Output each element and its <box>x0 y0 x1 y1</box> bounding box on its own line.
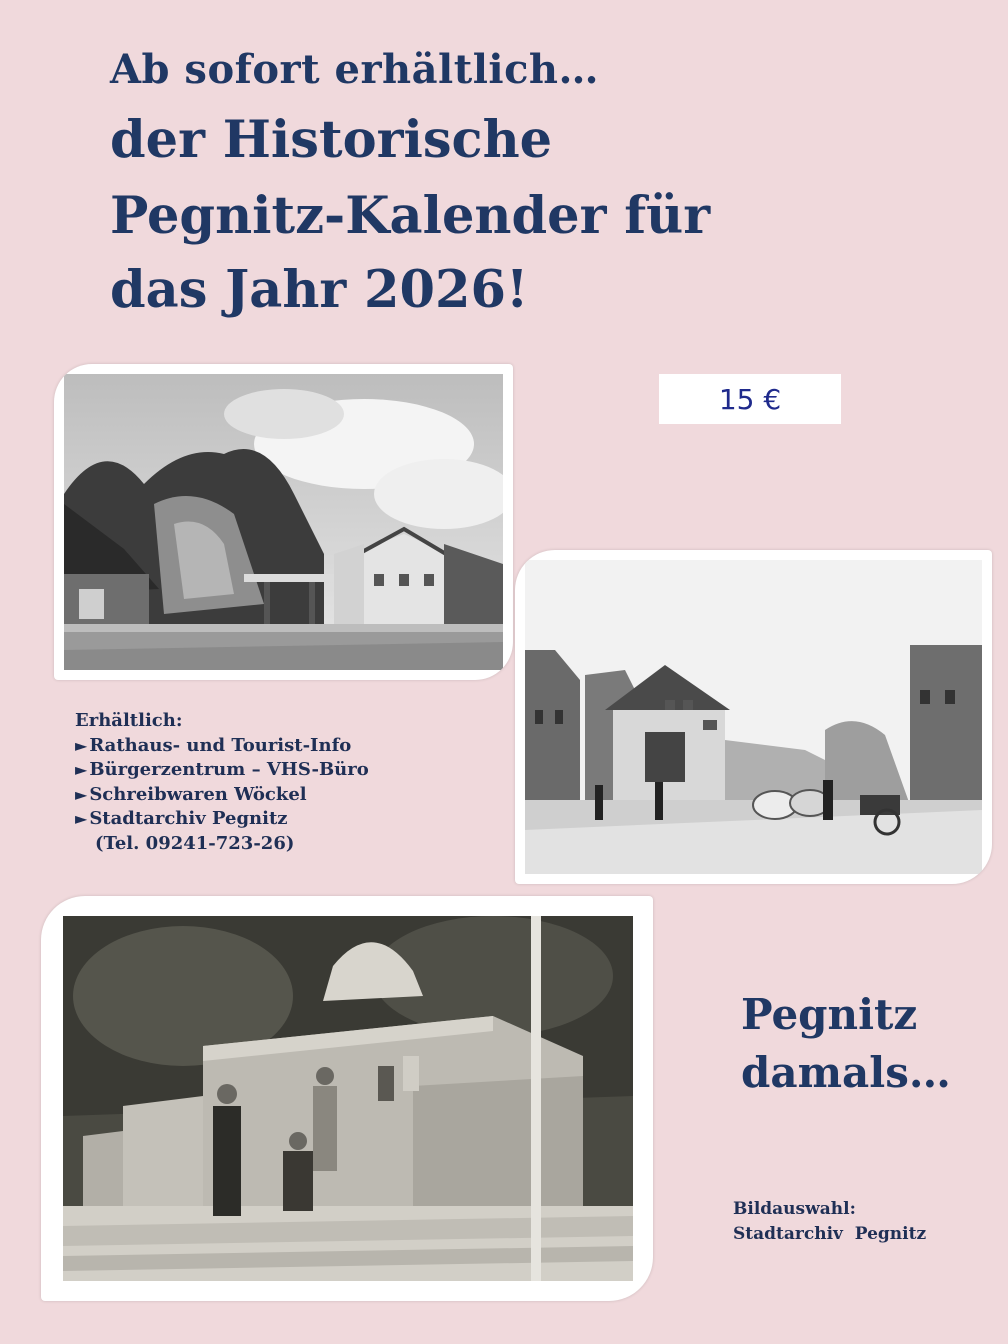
headline-line-2: der Historische <box>110 110 553 170</box>
bullet-arrow-icon: ► <box>75 809 88 828</box>
list-item-label: Schreibwaren Wöckel <box>89 783 307 805</box>
bullet-arrow-icon: ► <box>75 760 88 779</box>
credit-source: Stadtarchiv Pegnitz <box>733 1224 927 1244</box>
list-item <box>75 758 369 783</box>
list-item <box>75 734 369 759</box>
photo-image <box>63 916 633 1281</box>
image-credit <box>733 1197 926 1247</box>
list-item-label: Rathaus- und Tourist-Info <box>89 734 352 756</box>
tagline-line-1: Pegnitz <box>741 990 918 1039</box>
price-label: 15 € <box>718 382 782 416</box>
availability-list <box>75 709 369 856</box>
photo-village-rock-gas-station <box>54 364 513 680</box>
photo-image <box>525 560 982 874</box>
list-item <box>75 807 369 832</box>
photo-town-square-ox-cart <box>515 550 992 884</box>
bullet-arrow-icon: ► <box>75 735 88 755</box>
headline-line-4: das Jahr 2026! <box>110 260 529 320</box>
tagline-line-2: damals… <box>741 1048 951 1097</box>
phone-number: (Tel. 09241-723-26) <box>95 832 295 854</box>
availability-heading: Erhältlich: <box>75 710 183 731</box>
price-box <box>659 374 841 424</box>
photo-image <box>64 374 503 670</box>
headline-line-3: Pegnitz-Kalender für <box>110 186 711 246</box>
credit-label: Bildauswahl: <box>733 1199 856 1219</box>
bullet-arrow-icon: ► <box>75 784 88 804</box>
list-item-label: Stadtarchiv Pegnitz <box>89 808 288 829</box>
list-item <box>75 783 369 808</box>
headline-line-1: Ab sofort erhältlich… <box>110 46 600 93</box>
photo-war-memorial <box>41 896 653 1301</box>
list-item-label: Bürgerzentrum – VHS-Büro <box>89 759 369 780</box>
